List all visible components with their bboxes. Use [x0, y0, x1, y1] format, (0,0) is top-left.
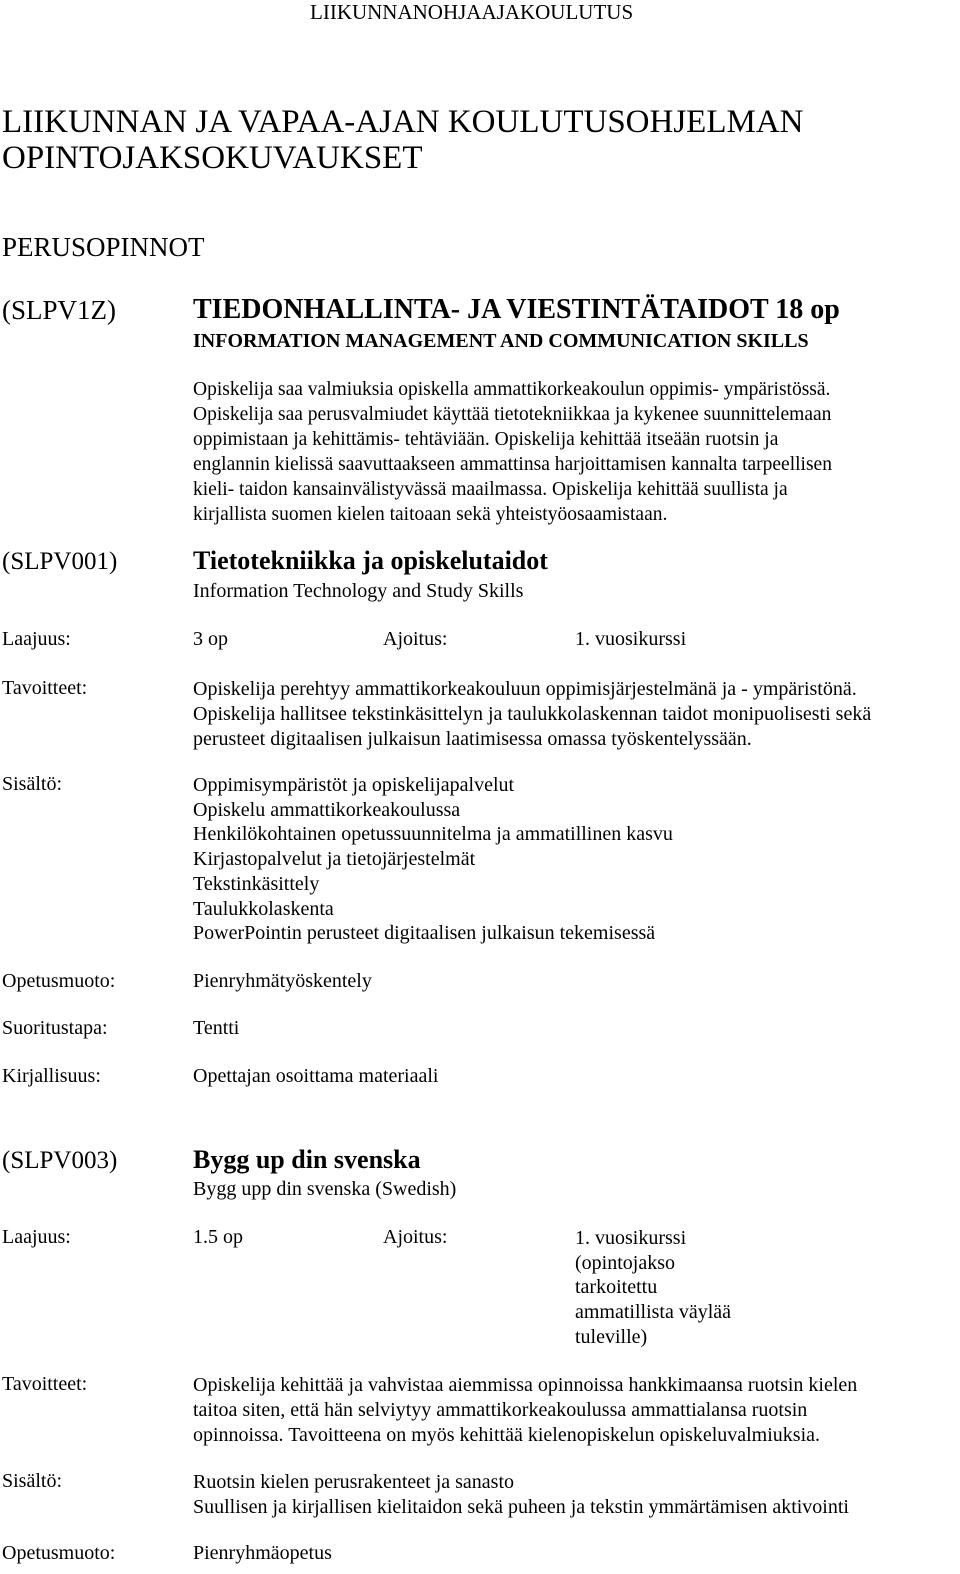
course2-sisalto-label: Sisältö: [2, 1470, 63, 1492]
text-line: tarkoitettu [575, 1276, 658, 1299]
list-item: Opiskelu ammattikorkeakoulussa [193, 798, 461, 821]
course2-title: Bygg up din svenska [193, 1145, 421, 1174]
text-line: Opiskelija saa perusvalmiudet käyttää tietotekniikkaa ja kykenee suunnittelemaan [193, 404, 832, 425]
list-item: Suullisen ja kirjallisen kielitaidon sekä puheen ja tekstin ymmärtämisen aktivointi [193, 1496, 849, 1518]
course1-laajuus-value: 3 op [193, 628, 228, 650]
text-line: tuleville) [575, 1325, 648, 1348]
text-line: opinnoissa. Tavoitteena on myös kehittää kielenopiskelun opiskeluvalmiuksia. [193, 1424, 821, 1446]
text-line: taitoa siten, että hän selviytyy ammattikorkeakoulussa ammattialansa ruotsin [193, 1399, 808, 1421]
list-item: Ruotsin kielen perusrakenteet ja sanasto [193, 1471, 515, 1493]
list-item: Oppimisympäristöt ja opiskelijapalvelut [193, 774, 515, 796]
course2-ajoitus-value [575, 1226, 731, 1350]
text-line: kieli- taidon kansainvälistyvässä maailmassa. Opiskelija kehittää suullista ja [193, 479, 788, 500]
course2-code: (SLPV003) [2, 1147, 118, 1174]
section-heading: PERUSOPINNOT [2, 232, 205, 262]
text-line: 1. vuosikurssi [575, 1227, 687, 1249]
course1-opetusmuoto-value: Pienryhmätyöskentely [193, 970, 372, 992]
course1-sisalto [193, 773, 673, 946]
course1-subtitle: Information Technology and Study Skills [193, 580, 524, 602]
list-item: Kirjastopalvelut ja tietojärjestelmät [193, 848, 476, 871]
course2-opetusmuoto-label: Opetusmuoto: [2, 1542, 116, 1564]
document-title-line-2: OPINTOJAKSOKUVAUKSET [2, 140, 423, 176]
course1-kirjallisuus-label: Kirjallisuus: [2, 1065, 101, 1087]
text-line: kirjallista suomen kielen taitoaan sekä yhteistyöosaamistaan. [193, 504, 668, 525]
course2-opetusmuoto-value: Pienryhmäopetus [193, 1542, 332, 1564]
course2-tavoitteet-label: Tavoitteet: [2, 1373, 88, 1395]
module-title: TIEDONHALLINTA- JA VIESTINTÄTAIDOT 18 op [193, 294, 840, 325]
course2-sisalto [193, 1470, 849, 1520]
list-item: Henkilökohtainen opetussuunnitelma ja ammatillinen kasvu [193, 823, 673, 846]
course1-tavoitteet [193, 677, 871, 752]
text-line: ammatillista väylää [575, 1301, 732, 1324]
course2-subtitle: Bygg upp din svenska (Swedish) [193, 1178, 457, 1200]
course1-suoritustapa-label: Suoritustapa: [2, 1017, 108, 1039]
text-line: Opiskelija saa valmiuksia opiskella ammattikorkeakoulun oppimis- ympäristössä. [193, 379, 831, 400]
text-line: (opintojakso [575, 1251, 675, 1274]
list-item: Tekstinkäsittely [193, 872, 320, 895]
course1-kirjallisuus-value: Opettajan osoittama materiaali [193, 1065, 439, 1087]
list-item: PowerPointin perusteet digitaalisen julkaisun tekemisessä [193, 922, 656, 945]
text-line: oppimistaan ja kehittämis- tehtäviään. Opiskelija kehittää itseään ruotsin ja [193, 429, 779, 450]
document-title-line-1: LIIKUNNAN JA VAPAA-AJAN KOULUTUSOHJELMAN [2, 104, 804, 140]
course1-suoritustapa-value: Tentti [193, 1017, 240, 1039]
page-header: LIIKUNNANOHJAAJAKOULUTUS [310, 0, 634, 24]
text-line: Opiskelija kehittää ja vahvistaa aiemmissa opinnoissa hankkimaansa ruotsin kielen [193, 1374, 858, 1396]
course1-sisalto-label: Sisältö: [2, 773, 63, 795]
course1-opetusmuoto-label: Opetusmuoto: [2, 970, 116, 992]
course1-laajuus-label: Laajuus: [2, 628, 71, 650]
text-line: Opiskelija perehtyy ammattikorkeakouluun oppimisjärjestelmänä ja - ympäristönä. [193, 678, 857, 700]
course2-ajoitus-label: Ajoitus: [383, 1226, 448, 1248]
course1-tavoitteet-label: Tavoitteet: [2, 677, 88, 699]
module-subtitle: INFORMATION MANAGEMENT AND COMMUNICATION SKILLS [193, 330, 809, 352]
course1-code: (SLPV001) [2, 548, 118, 575]
text-line: perusteet digitaalisen julkaisun laatimisessa omassa työskentelyssään. [193, 728, 752, 750]
module-code: (SLPV1Z) [2, 295, 116, 325]
course2-laajuus-label: Laajuus: [2, 1226, 71, 1248]
course2-tavoitteet [193, 1373, 857, 1448]
course2-laajuus-value: 1.5 op [193, 1226, 243, 1248]
module-description [193, 377, 832, 527]
list-item: Taulukkolaskenta [193, 897, 334, 920]
course1-title: Tietotekniikka ja opiskelutaidot [193, 546, 548, 575]
course1-ajoitus-value: 1. vuosikurssi [575, 628, 687, 650]
text-line: englannin kielissä saavuttaakseen ammattinsa harjoittamisen kannalta tarpeellisen [193, 454, 832, 475]
text-line: Opiskelija hallitsee tekstinkäsittelyn ja taulukkolaskennan taidot monipuolisesti sekä [193, 703, 872, 725]
course1-ajoitus-label: Ajoitus: [383, 628, 448, 650]
